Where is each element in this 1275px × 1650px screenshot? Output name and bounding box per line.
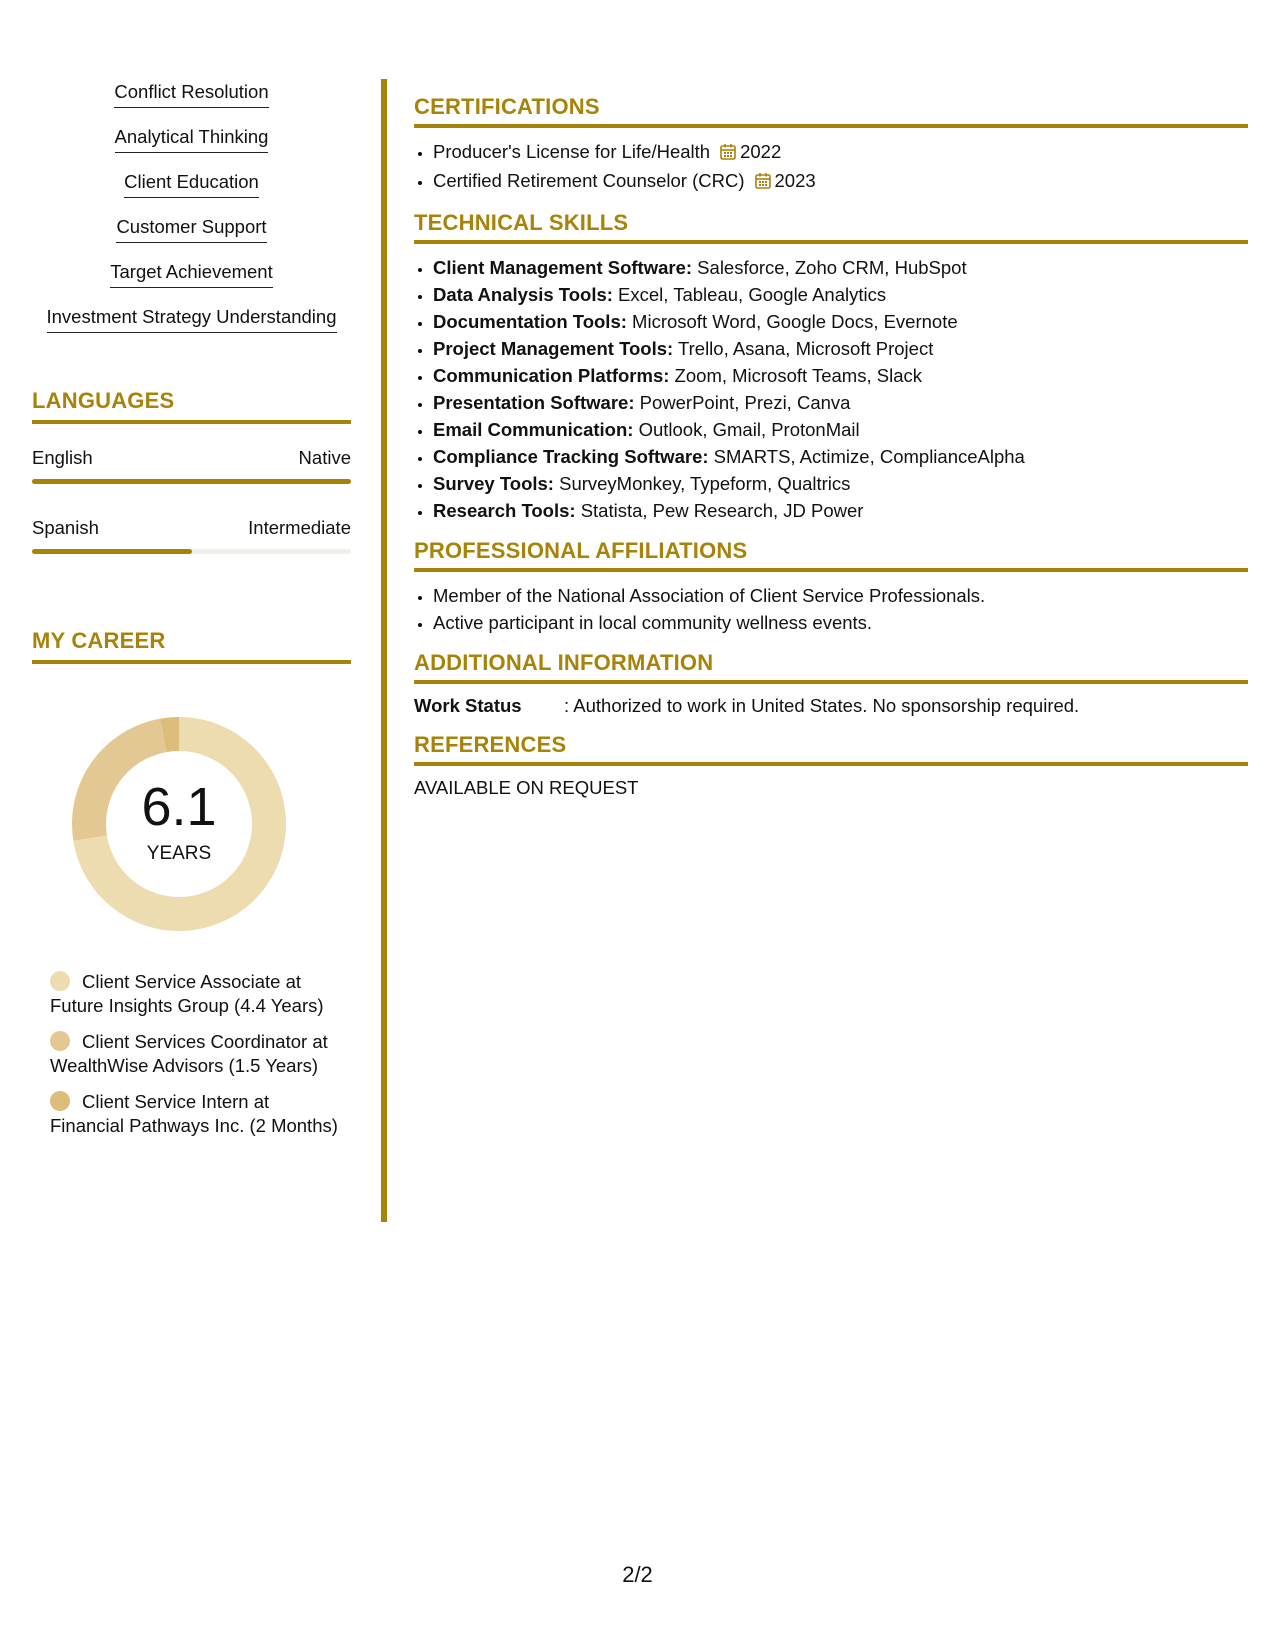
skill-label: Target Achievement xyxy=(110,260,272,288)
affiliations-list xyxy=(414,582,1248,636)
work-status-row xyxy=(414,694,1248,718)
technical-skill-value: PowerPoint, Prezi, Canva xyxy=(634,392,851,413)
technical-skill-item xyxy=(433,389,1248,416)
skill-item xyxy=(32,215,351,260)
career-heading: MY CAREER xyxy=(32,628,351,664)
career-section xyxy=(32,628,351,664)
career-donut-chart xyxy=(66,711,292,937)
legend-dot-icon xyxy=(50,971,70,991)
skill-item xyxy=(32,80,351,125)
career-legend-label: Client Service Intern at Financial Pathways Inc. (2 Months) xyxy=(50,1091,338,1136)
language-level: Native xyxy=(298,447,351,468)
language-proficiency-fill xyxy=(32,549,192,554)
certification-name: Certified Retirement Counselor (CRC) xyxy=(433,170,745,191)
certification-year: 2022 xyxy=(740,141,782,162)
additional-info-section xyxy=(414,650,1248,718)
affiliations-section xyxy=(414,538,1248,636)
languages-section xyxy=(32,388,351,554)
technical-skill-value: Zoom, Microsoft Teams, Slack xyxy=(669,365,922,386)
career-legend-label: Client Service Associate at Future Insights Group (4.4 Years) xyxy=(50,971,324,1016)
technical-skill-item xyxy=(433,443,1248,470)
career-legend-label: Client Services Coordinator at WealthWise Advisors (1.5 Years) xyxy=(50,1031,328,1076)
soft-skills-list xyxy=(32,80,351,350)
language-name: English xyxy=(32,447,93,468)
career-total-unit: YEARS xyxy=(146,843,212,864)
skill-item xyxy=(32,260,351,305)
work-status-label: Work Status xyxy=(414,695,522,716)
skill-label: Investment Strategy Understanding xyxy=(47,305,337,333)
technical-skill-item xyxy=(433,281,1248,308)
work-status-value: : Authorized to work in United States. No sponsorship required. xyxy=(564,695,1080,716)
languages-heading: LANGUAGES xyxy=(32,388,351,424)
technical-skill-value: Microsoft Word, Google Docs, Evernote xyxy=(626,311,958,332)
technical-skill-label: Email Communication: xyxy=(433,419,634,440)
certification-name: Producer's License for Life/Health xyxy=(433,141,711,162)
skill-label: Analytical Thinking xyxy=(115,125,269,153)
technical-skills-section xyxy=(414,210,1248,524)
language-item xyxy=(32,446,351,484)
career-legend-item xyxy=(50,970,340,1018)
references-text: AVAILABLE ON REQUEST xyxy=(414,777,639,798)
certifications-heading: CERTIFICATIONS xyxy=(414,94,1248,128)
references-heading: REFERENCES xyxy=(414,732,1248,766)
technical-skill-item xyxy=(433,362,1248,389)
technical-skill-value: Statista, Pew Research, JD Power xyxy=(575,500,864,521)
column-divider xyxy=(381,79,387,1222)
references-section xyxy=(414,732,1248,800)
language-level: Intermediate xyxy=(248,517,351,538)
technical-skill-label: Communication Platforms: xyxy=(433,365,670,386)
right-column xyxy=(414,94,1248,814)
left-column xyxy=(32,80,351,350)
technical-skill-label: Client Management Software: xyxy=(433,257,693,278)
skill-item xyxy=(32,305,351,350)
language-proficiency-bar xyxy=(32,549,351,554)
additional-info-heading: ADDITIONAL INFORMATION xyxy=(414,650,1248,684)
skill-item xyxy=(32,170,351,215)
technical-skill-value: SMARTS, Actimize, ComplianceAlpha xyxy=(708,446,1025,467)
language-proficiency-bar xyxy=(32,479,351,484)
page-number: 2/2 xyxy=(622,1562,653,1587)
technical-skill-value: Salesforce, Zoho CRM, HubSpot xyxy=(692,257,967,278)
career-total-value: 6.1 xyxy=(141,777,217,837)
technical-skill-label: Compliance Tracking Software: xyxy=(433,446,709,467)
skill-item xyxy=(32,125,351,170)
technical-skill-label: Documentation Tools: xyxy=(433,311,627,332)
technical-skills-heading: TECHNICAL SKILLS xyxy=(414,210,1248,244)
technical-skill-item xyxy=(433,335,1248,362)
certifications-section xyxy=(414,94,1248,196)
technical-skill-value: SurveyMonkey, Typeform, Qualtrics xyxy=(553,473,851,494)
skill-label: Customer Support xyxy=(116,215,266,243)
technical-skills-list xyxy=(414,254,1248,524)
certification-year: 2023 xyxy=(774,170,816,191)
career-legend xyxy=(50,970,340,1150)
technical-skill-value: Trello, Asana, Microsoft Project xyxy=(673,338,934,359)
career-legend-item xyxy=(50,1030,340,1078)
affiliations-heading: PROFESSIONAL AFFILIATIONS xyxy=(414,538,1248,572)
skill-label: Conflict Resolution xyxy=(114,80,268,108)
technical-skill-item xyxy=(433,416,1248,443)
language-proficiency-fill xyxy=(32,479,351,484)
technical-skill-label: Data Analysis Tools: xyxy=(433,284,613,305)
legend-dot-icon xyxy=(50,1091,70,1111)
affiliation-item: • Active participant in local community wellness events. xyxy=(433,609,1248,636)
certification-item xyxy=(433,138,1248,167)
technical-skill-value: Excel, Tableau, Google Analytics xyxy=(612,284,887,305)
technical-skill-item xyxy=(433,254,1248,281)
certifications-list xyxy=(414,138,1248,196)
affiliation-item: • Member of the National Association of Client Service Professionals. xyxy=(433,582,1248,609)
calendar-icon xyxy=(755,169,771,196)
technical-skill-item xyxy=(433,308,1248,335)
career-legend-item xyxy=(50,1090,340,1138)
certification-item xyxy=(433,167,1248,196)
technical-skill-item xyxy=(433,497,1248,524)
technical-skill-label: Survey Tools: xyxy=(433,473,554,494)
skill-label: Client Education xyxy=(124,170,259,198)
technical-skill-item xyxy=(433,470,1248,497)
technical-skill-value: Outlook, Gmail, ProtonMail xyxy=(633,419,860,440)
legend-dot-icon xyxy=(50,1031,70,1051)
technical-skill-label: Project Management Tools: xyxy=(433,338,674,359)
technical-skill-label: Presentation Software: xyxy=(433,392,635,413)
language-name: Spanish xyxy=(32,517,99,538)
language-item xyxy=(32,516,351,554)
calendar-icon xyxy=(720,140,736,167)
technical-skill-label: Research Tools: xyxy=(433,500,576,521)
